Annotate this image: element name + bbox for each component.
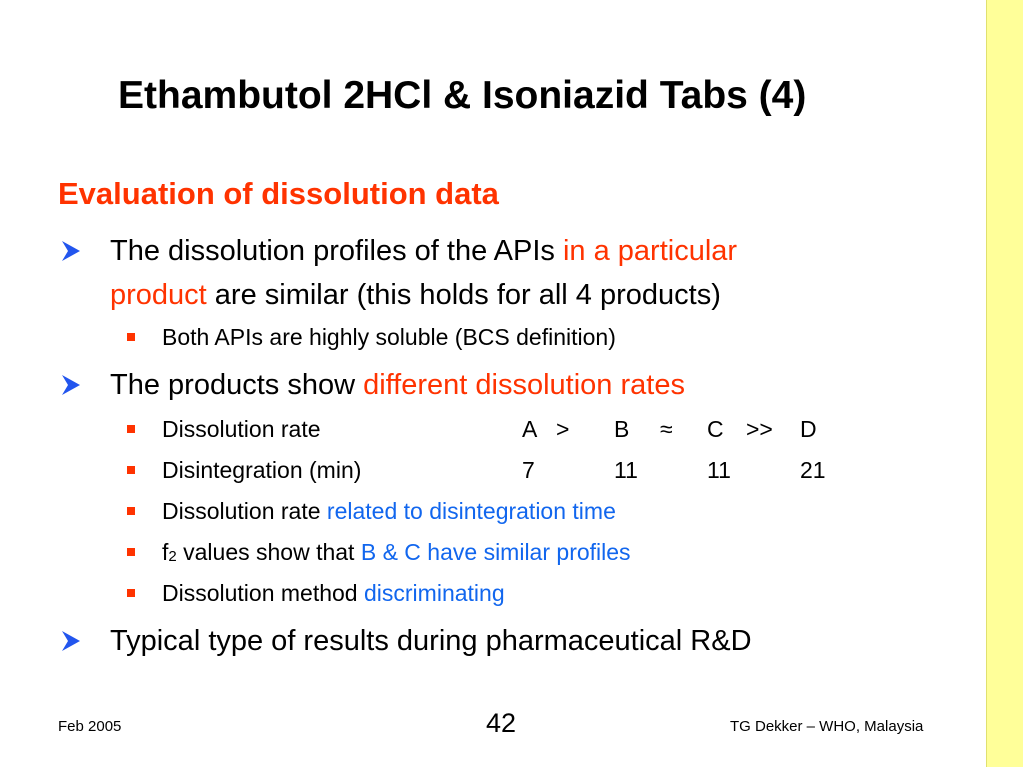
bullet-text [110, 273, 721, 317]
text-run: are similar (this holds for all 4 products) [206, 279, 721, 311]
value-d: 21 [800, 457, 826, 483]
value-c: C [707, 416, 724, 442]
square-bullet-icon [127, 507, 135, 515]
operator: >> [746, 416, 773, 442]
value-a: 7 [522, 457, 535, 483]
text-run: values show that [176, 539, 361, 565]
subscript: 2 [168, 548, 177, 565]
operator: > [556, 416, 570, 442]
text-run: Dissolution rate [162, 498, 327, 524]
bullet-text [110, 229, 737, 273]
operator: ≈ [660, 416, 673, 442]
square-bullet-icon [127, 589, 135, 597]
sub-bullet-text [162, 536, 631, 573]
arrowhead-icon [58, 619, 84, 663]
text-run: The dissolution profiles of the APIs [110, 235, 563, 267]
bullet-text: Typical type of results during pharmaceutical R&D [110, 625, 752, 657]
value-b: B [614, 416, 630, 442]
text-run: Dissolution method [162, 580, 364, 606]
slide-title: Ethambutol 2HCl & Isoniazid Tabs (4) [118, 74, 807, 117]
value-a: A [522, 416, 538, 442]
highlight-blue: related to disintegration time [326, 498, 616, 524]
highlight-red: product [110, 279, 207, 311]
page-number: 42 [486, 708, 517, 738]
sub-bullet-text: Dissolution rate [162, 416, 321, 442]
highlight-red: different dissolution rates [363, 369, 685, 401]
square-bullet-icon [127, 333, 135, 341]
sub-bullet-text: Disintegration (min) [162, 457, 362, 483]
highlight-blue: B & C have similar profiles [360, 539, 631, 565]
footer-author: TG Dekker – WHO, Malaysia [730, 718, 924, 735]
sub-bullet-text: Both APIs are highly soluble (BCS definition) [162, 324, 616, 350]
text-run: The products show [110, 369, 364, 401]
value-b: 11 [614, 457, 638, 483]
square-bullet-icon [127, 466, 135, 474]
sub-bullet-text [162, 495, 616, 527]
footer-date: Feb 2005 [58, 718, 122, 735]
side-band [987, 0, 1023, 767]
highlight-blue: discriminating [364, 580, 505, 606]
value-c: 11 [707, 457, 731, 483]
bullet-text [110, 363, 685, 407]
arrowhead-icon [58, 363, 84, 407]
text-run: f [162, 539, 169, 565]
section-heading: Evaluation of dissolution data [58, 176, 499, 211]
highlight-red: in a particular [562, 235, 738, 267]
square-bullet-icon [127, 425, 135, 433]
value-d: D [800, 416, 817, 442]
sub-bullet-text [162, 577, 505, 609]
square-bullet-icon [127, 548, 135, 556]
arrowhead-icon [58, 229, 84, 273]
